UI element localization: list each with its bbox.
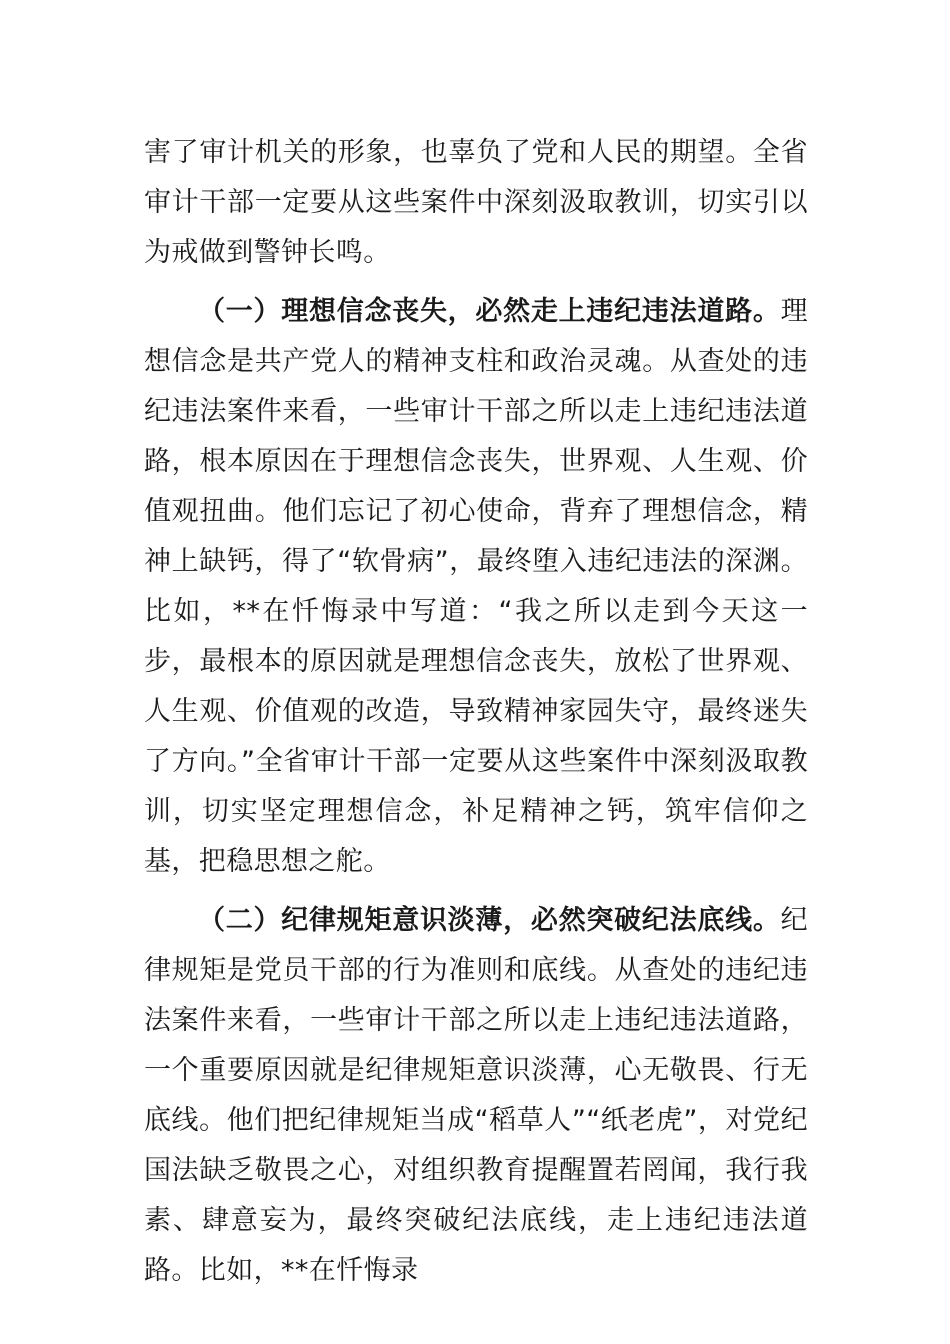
section-heading-1: （一）理想信念丧失，必然走上违纪违法道路。: [198, 296, 781, 327]
paragraph-text: 理想信念是共产党人的精神支柱和政治灵魂。从查处的违纪违法案件来看，一些审计干部之所以走上违纪违法道路，根本原因在于理想信念丧失，世界观、人生观、价值观扭曲。他们忘记了初心使命，背弃了理想信念，精神上缺钙，得了“软骨病”，最终堕入违纪违法的深渊。比如，**在忏悔录中写道：“我之所以走到今天这一步，最根本的原因就是理想信念丧失，放松了世界观、人生观、价值观的改造，导致精神家园失守，最终迷失了方向。”全省审计干部一定要从这些案件中深刻汲取教训，切实坚定理想信念，补足精神之钙，筑牢信仰之基，把稳思想之舵。: [144, 296, 808, 877]
section-heading-2: （二）纪律规矩意识淡薄，必然突破纪法底线。: [198, 905, 781, 936]
paragraph-section-1: [144, 287, 808, 887]
paragraph-text: 害了审计机关的形象，也辜负了党和人民的期望。全省审计干部一定要从这些案件中深刻汲取教训，切实引以为戒做到警钟长鸣。: [144, 137, 808, 268]
paragraph-section-2: [144, 896, 808, 1296]
document-body: [144, 128, 808, 1296]
paragraph-text: 纪律规矩是党员干部的行为准则和底线。从查处的违纪违法案件来看，一些审计干部之所以走上违纪违法道路，一个重要原因就是纪律规矩意识淡薄，心无敬畏、行无底线。他们把纪律规矩当成“稻草人”“纸老虎”，对党纪国法缺乏敬畏之心，对组织教育提醒置若罔闻，我行我素、肆意妄为，最终突破纪法底线，走上违纪违法道路。比如，**在忏悔录: [144, 905, 808, 1286]
paragraph-continuation: [144, 128, 808, 278]
